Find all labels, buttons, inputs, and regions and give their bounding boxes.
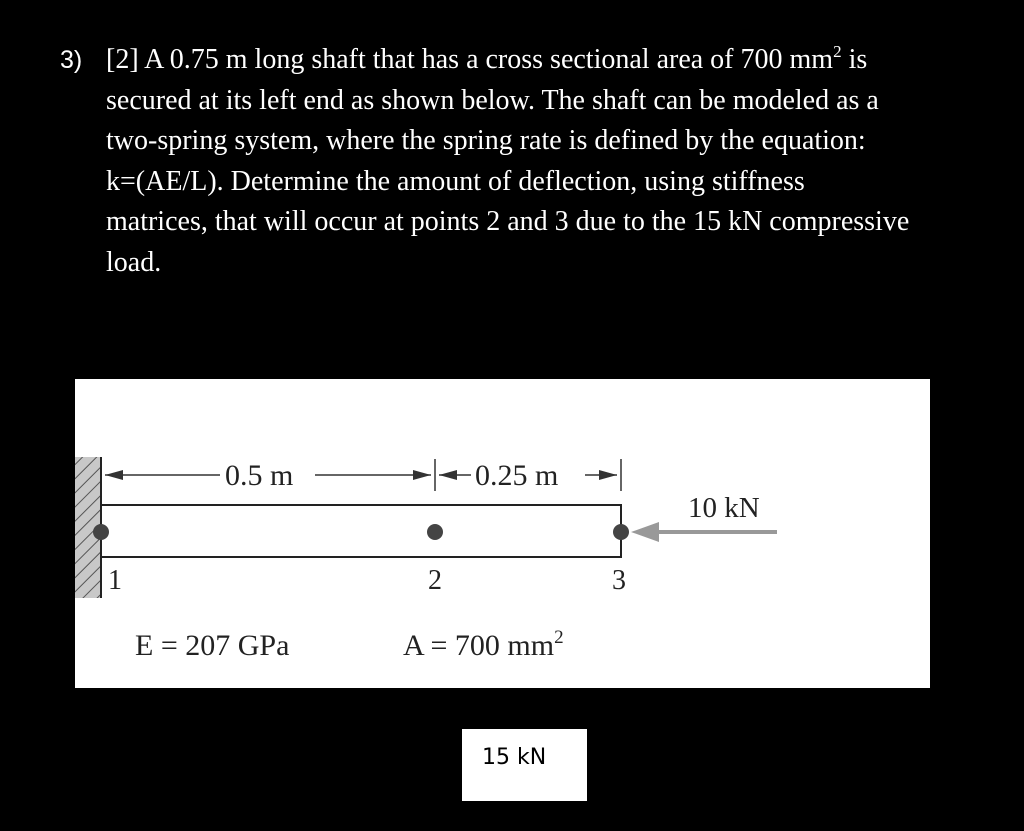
problem-line-5: matrices, that will occur at points 2 and 3 due to the 15 kN compressive [106, 206, 910, 237]
dim-left-arrow-end [413, 470, 431, 480]
problem-line-3: two-spring system, where the spring rate is defined by the equation: [106, 125, 866, 156]
problem-text [106, 40, 1006, 283]
modulus-label: E = 207 GPa [135, 629, 290, 662]
load-label: 10 kN [688, 492, 760, 524]
shaft-figure [75, 379, 930, 688]
problem-line-6: load. [106, 246, 162, 278]
problem-line-1: [2] A 0.75 m long shaft that has a cross sectional area of 700 $mm^2$ is [106, 42, 868, 75]
area-label: A = 700 $mm^2$ [403, 627, 564, 662]
node-3-label: 3 [612, 565, 626, 596]
shaft-diagram [75, 379, 930, 688]
node-3-marker [613, 524, 629, 540]
load-arrow-head [631, 522, 659, 542]
shaft-body [101, 505, 621, 557]
dim-left-label: 0.5 m [225, 459, 294, 492]
node-1-marker [93, 524, 109, 540]
dim-right-label: 0.25 m [475, 459, 559, 492]
dim-right-arrow-end [599, 470, 617, 480]
area-superscript: 2 [554, 627, 564, 648]
superscript-2: 2 [833, 42, 842, 61]
problem-line-4: k=(AE/L). Determine the amount of deflection, using stiffness [106, 165, 805, 197]
node-2-marker [427, 524, 443, 540]
problem-line-2: secured at its left end as shown below. The shaft can be modeled as a [106, 84, 879, 116]
problem-number: 3) [60, 46, 83, 74]
node-2-label: 2 [428, 565, 442, 596]
node-1-label: 1 [108, 565, 122, 596]
load-correction-box: 15 kN [462, 729, 587, 801]
dim-left-arrow-start [105, 470, 123, 480]
